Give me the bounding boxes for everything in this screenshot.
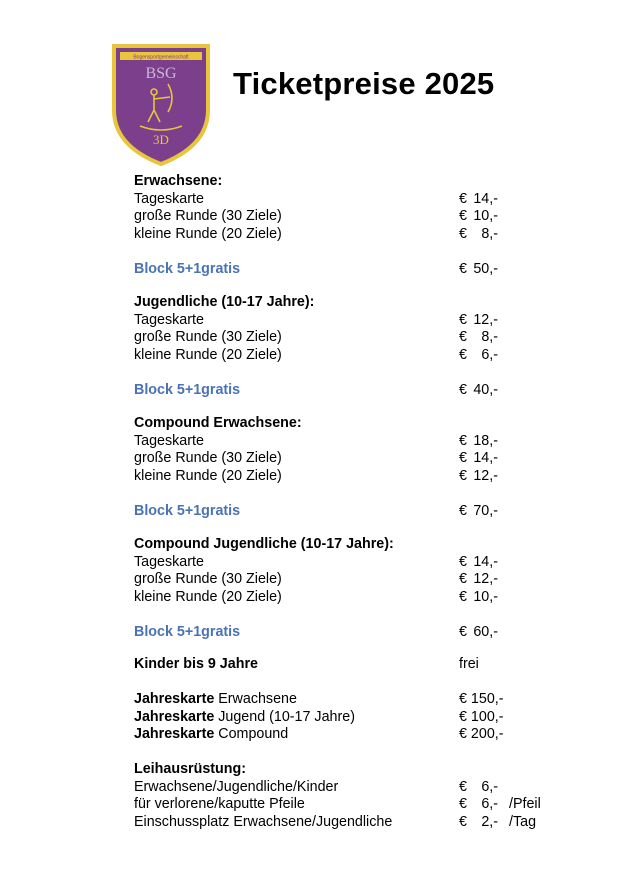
price-row: große Runde (30 Ziele) € 12,- <box>134 571 498 587</box>
jahreskarte-row: Jahreskarte Jugend (10-17 Jahre) € 100,- <box>134 708 504 725</box>
section-leihausruestung <box>134 761 604 831</box>
price-row: kleine Runde (20 Ziele) € 8,- <box>134 225 498 242</box>
logo-text-bottom: 3D <box>153 132 169 147</box>
section-heading: Compound Jugendliche (10-17 Jahre): <box>134 536 394 552</box>
price-row: große Runde (30 Ziele) € 14,- <box>134 450 498 466</box>
leih-row: Erwachsene/Jugendliche/Kinder € 6,- <box>134 778 498 795</box>
price-row: Tageskarte € 14,- <box>134 553 498 570</box>
section-heading: Compound Erwachsene: <box>134 415 302 431</box>
section-heading: Jugendliche (10-17 Jahre): <box>134 294 315 310</box>
price-row: kleine Runde (20 Ziele) € 12,- <box>134 467 498 484</box>
section-compound-erwachsene <box>134 415 604 520</box>
jahreskarte-row: Jahreskarte Compound € 200,- <box>134 726 504 742</box>
club-logo <box>110 42 212 168</box>
price-row: Tageskarte € 12,- <box>134 311 498 328</box>
price-row: große Runde (30 Ziele) € 10,- <box>134 208 498 224</box>
section-erwachsene <box>134 173 604 278</box>
price-row: kleine Runde (20 Ziele) € 10,- <box>134 588 498 605</box>
section-jugendliche <box>134 294 604 399</box>
block-row: Block 5+1gratis € 40,- <box>134 381 498 398</box>
leih-row: Einschussplatz Erwachsene/Jugendliche € 2,- /Tag <box>134 813 537 830</box>
price-row: Tageskarte € 18,- <box>134 432 498 449</box>
price-row: kleine Runde (20 Ziele) € 6,- <box>134 346 498 363</box>
logo-banner-text: Bogensportgemeinschaft <box>133 54 189 61</box>
section-kinder <box>134 656 604 674</box>
jahreskarte-row: Jahreskarte Erwachsene € 150,- <box>134 691 504 707</box>
section-heading: Erwachsene: <box>134 173 223 189</box>
logo-text-top: BSG <box>145 65 177 82</box>
price-row: Tageskarte € 14,- <box>134 190 498 207</box>
block-row: Block 5+1gratis € 70,- <box>134 502 498 519</box>
section-jahreskarten <box>134 691 604 744</box>
price-row: große Runde (30 Ziele) € 8,- <box>134 329 498 345</box>
section-heading: Leihausrüstung: <box>134 761 246 777</box>
section-compound-jugendliche <box>134 536 604 641</box>
block-row: Block 5+1gratis € 60,- <box>134 623 498 640</box>
block-row: Block 5+1gratis € 50,- <box>134 260 498 277</box>
kinder-row: Kinder bis 9 Jahre frei <box>134 656 479 672</box>
page-title: Ticketpreise 2025 <box>233 66 495 101</box>
leih-row: für verlorene/kaputte Pfeile € 6,- /Pfeil <box>134 796 541 812</box>
